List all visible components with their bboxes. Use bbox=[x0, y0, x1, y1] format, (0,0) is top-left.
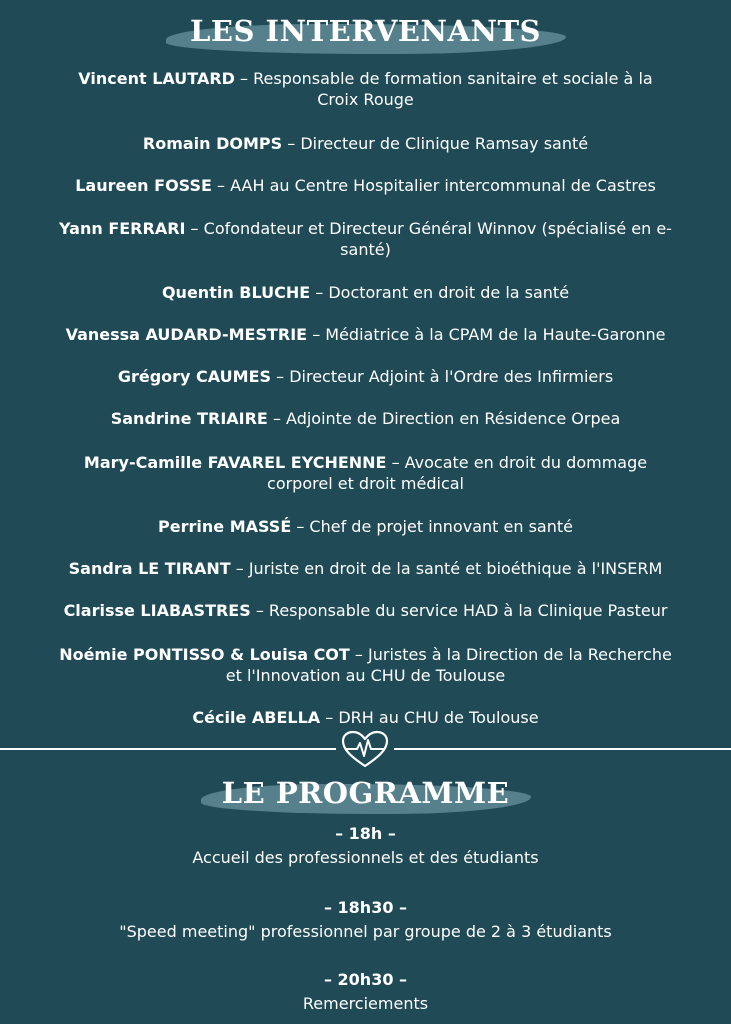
speaker-role: – AAH au Centre Hospitalier intercommunal de Castres bbox=[211, 176, 656, 195]
heart-ecg-icon bbox=[340, 730, 390, 770]
speaker-item bbox=[12, 516, 719, 537]
speaker-name: Laureen FOSSE bbox=[75, 176, 212, 195]
speaker-item bbox=[12, 218, 719, 260]
speaker-item bbox=[12, 600, 719, 621]
speaker-item bbox=[12, 558, 719, 579]
programme-desc: "Speed meeting" professionnel par groupe de 2 à 3 étudiants bbox=[119, 922, 612, 941]
speaker-role: – Médiatrice à la CPAM de la Haute-Garonne bbox=[307, 325, 666, 344]
programme-heading-block bbox=[0, 776, 731, 810]
speaker-item bbox=[12, 644, 719, 686]
speaker-name: Mary-Camille FAVAREL EYCHENNE bbox=[83, 453, 387, 472]
speaker-role-cont: et l'Innovation au CHU de Toulouse bbox=[225, 666, 506, 685]
speaker-name: Noémie PONTISSO & Louisa COT bbox=[59, 645, 350, 664]
speaker-name: Romain DOMPS bbox=[142, 134, 283, 153]
speaker-item bbox=[12, 366, 719, 387]
speaker-name: Vanessa AUDARD-MESTRIE bbox=[65, 325, 308, 344]
speaker-role-cont: corporel et droit médical bbox=[267, 474, 464, 493]
programme-time: – 18h – bbox=[335, 824, 396, 843]
speaker-name: Clarisse LIABASTRES bbox=[63, 601, 251, 620]
speaker-role-cont: Croix Rouge bbox=[317, 90, 414, 109]
divider-left bbox=[0, 748, 336, 750]
programme-title: LE PROGRAMME bbox=[221, 776, 510, 810]
speaker-name: Sandrine TRIAIRE bbox=[110, 409, 268, 428]
speaker-role: – Doctorant en droit de la santé bbox=[310, 283, 570, 302]
speaker-item bbox=[12, 282, 719, 303]
speaker-role: – Directeur de Clinique Ramsay santé bbox=[282, 134, 589, 153]
speaker-role-cont: santé) bbox=[340, 240, 391, 259]
speaker-item bbox=[12, 707, 719, 728]
speaker-role: – Juriste en droit de la santé et bioéthique à l'INSERM bbox=[230, 559, 663, 578]
programme-desc: Accueil des professionnels et des étudiants bbox=[192, 848, 539, 867]
speaker-role: – Chef de projet innovant en santé bbox=[291, 517, 573, 536]
speaker-item bbox=[12, 408, 719, 429]
speaker-item bbox=[12, 324, 719, 345]
intervenants-title: LES INTERVENANTS bbox=[189, 14, 541, 48]
speaker-name: Grégory CAUMES bbox=[117, 367, 272, 386]
speaker-name: Quentin BLUCHE bbox=[161, 283, 311, 302]
programme-time: – 20h30 – bbox=[323, 970, 408, 989]
speaker-role: – Cofondateur et Directeur Général Winnov (spécialisé en e- bbox=[185, 219, 672, 238]
speaker-role: – Directeur Adjoint à l'Ordre des Infirmiers bbox=[271, 367, 614, 386]
speaker-role: – Avocate en droit du dommage bbox=[386, 453, 648, 472]
speaker-name: Yann FERRARI bbox=[59, 219, 186, 238]
speaker-item bbox=[12, 175, 719, 196]
intervenants-heading-block bbox=[0, 14, 731, 48]
speaker-role: – DRH au CHU de Toulouse bbox=[320, 708, 539, 727]
speaker-name: Vincent LAUTARD bbox=[78, 69, 235, 88]
divider-right bbox=[394, 748, 731, 750]
speaker-name: Sandra LE TIRANT bbox=[68, 559, 231, 578]
speaker-name: Perrine MASSÉ bbox=[158, 517, 292, 536]
speaker-item bbox=[12, 133, 719, 154]
speaker-name: Cécile ABELLA bbox=[192, 708, 321, 727]
speaker-role: – Responsable du service HAD à la Clinique Pasteur bbox=[250, 601, 668, 620]
speaker-role: – Adjointe de Direction en Résidence Orpea bbox=[267, 409, 621, 428]
speaker-role: – Juristes à la Direction de la Recherche bbox=[349, 645, 672, 664]
speaker-item bbox=[12, 452, 719, 494]
speaker-role: – Responsable de formation sanitaire et sociale à la bbox=[234, 69, 653, 88]
speaker-item bbox=[12, 68, 719, 110]
programme-time: – 18h30 – bbox=[323, 898, 408, 917]
programme-desc: Remerciements bbox=[302, 994, 429, 1013]
